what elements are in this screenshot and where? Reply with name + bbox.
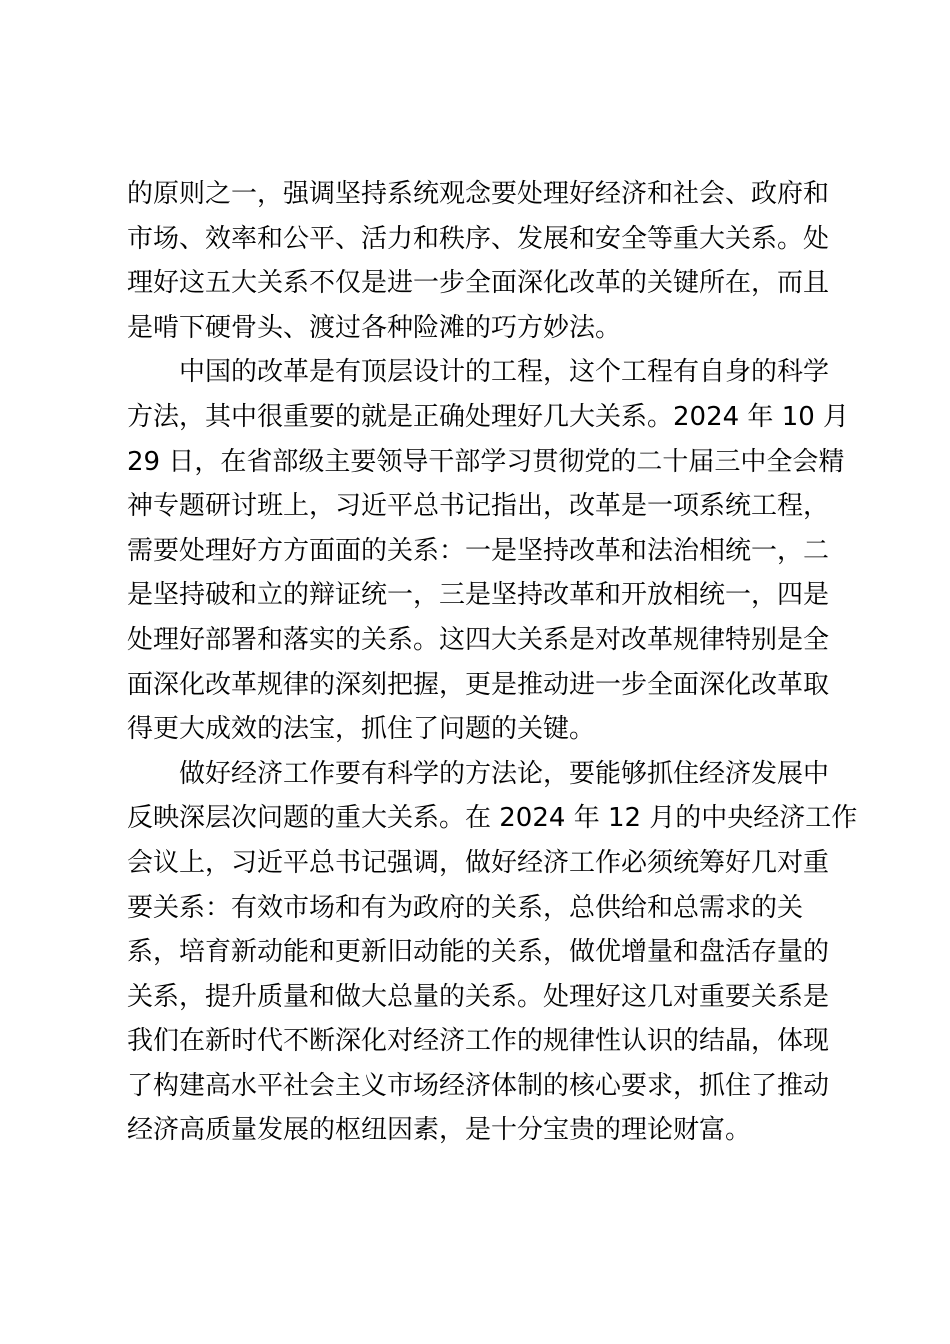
text-line: 29 日，在省部级主要领导干部学习贯彻党的二十届三中全会精 xyxy=(127,446,845,477)
document-body xyxy=(127,172,858,1153)
text-line: 中国的改革是有顶层设计的工程，这个工程有自身的科学 xyxy=(179,357,830,388)
text-line: 理好这五大关系不仅是进一步全面深化改革的关键所在，而且 xyxy=(127,268,830,299)
text-line: 市场、效率和公平、活力和秩序、发展和安全等重大关系。处 xyxy=(127,223,830,254)
text-line: 方法，其中很重要的就是正确处理好几大关系。2024 年 10 月 xyxy=(127,401,850,432)
text-line: 经济高质量发展的枢纽因素，是十分宝贵的理论财富。 xyxy=(127,1115,752,1146)
text-line: 是坚持破和立的辩证统一，三是坚持改革和开放相统一，四是 xyxy=(127,580,830,611)
paragraph-1 xyxy=(127,172,832,350)
text-line: 处理好部署和落实的关系。这四大关系是对改革规律特别是全 xyxy=(127,624,830,655)
text-line: 我们在新时代不断深化对经济工作的规律性认识的结晶，体现 xyxy=(127,1026,830,1057)
paragraph-2 xyxy=(127,350,850,751)
text-line: 了构建高水平社会主义市场经济体制的核心要求，抓住了推动 xyxy=(127,1070,830,1101)
text-line: 反映深层次问题的重大关系。在 2024 年 12 月的中央经济工作 xyxy=(127,803,858,834)
text-line: 需要处理好方方面面的关系：一是坚持改革和法治相统一，二 xyxy=(127,535,830,566)
text-line: 要关系：有效市场和有为政府的关系，总供给和总需求的关 xyxy=(127,892,804,923)
text-line: 系，培育新动能和更新旧动能的关系，做优增量和盘活存量的 xyxy=(127,937,830,968)
text-line: 面深化改革规律的深刻把握，更是推动进一步全面深化改革取 xyxy=(127,669,830,700)
paragraph-3 xyxy=(127,752,858,1153)
text-line: 做好经济工作要有科学的方法论，要能够抓住经济发展中 xyxy=(179,758,830,789)
text-line: 关系，提升质量和做大总量的关系。处理好这几对重要关系是 xyxy=(127,981,830,1012)
text-line: 会议上，习近平总书记强调，做好经济工作必须统筹好几对重 xyxy=(127,847,830,878)
text-line: 是啃下硬骨头、渡过各种险滩的巧方妙法。 xyxy=(127,312,622,343)
text-line: 的原则之一，强调坚持系统观念要处理好经济和社会、政府和 xyxy=(127,179,830,209)
text-line: 神专题研讨班上，习近平总书记指出，改革是一项系统工程， xyxy=(127,491,830,522)
text-line: 得更大成效的法宝，抓住了问题的关键。 xyxy=(127,714,596,745)
